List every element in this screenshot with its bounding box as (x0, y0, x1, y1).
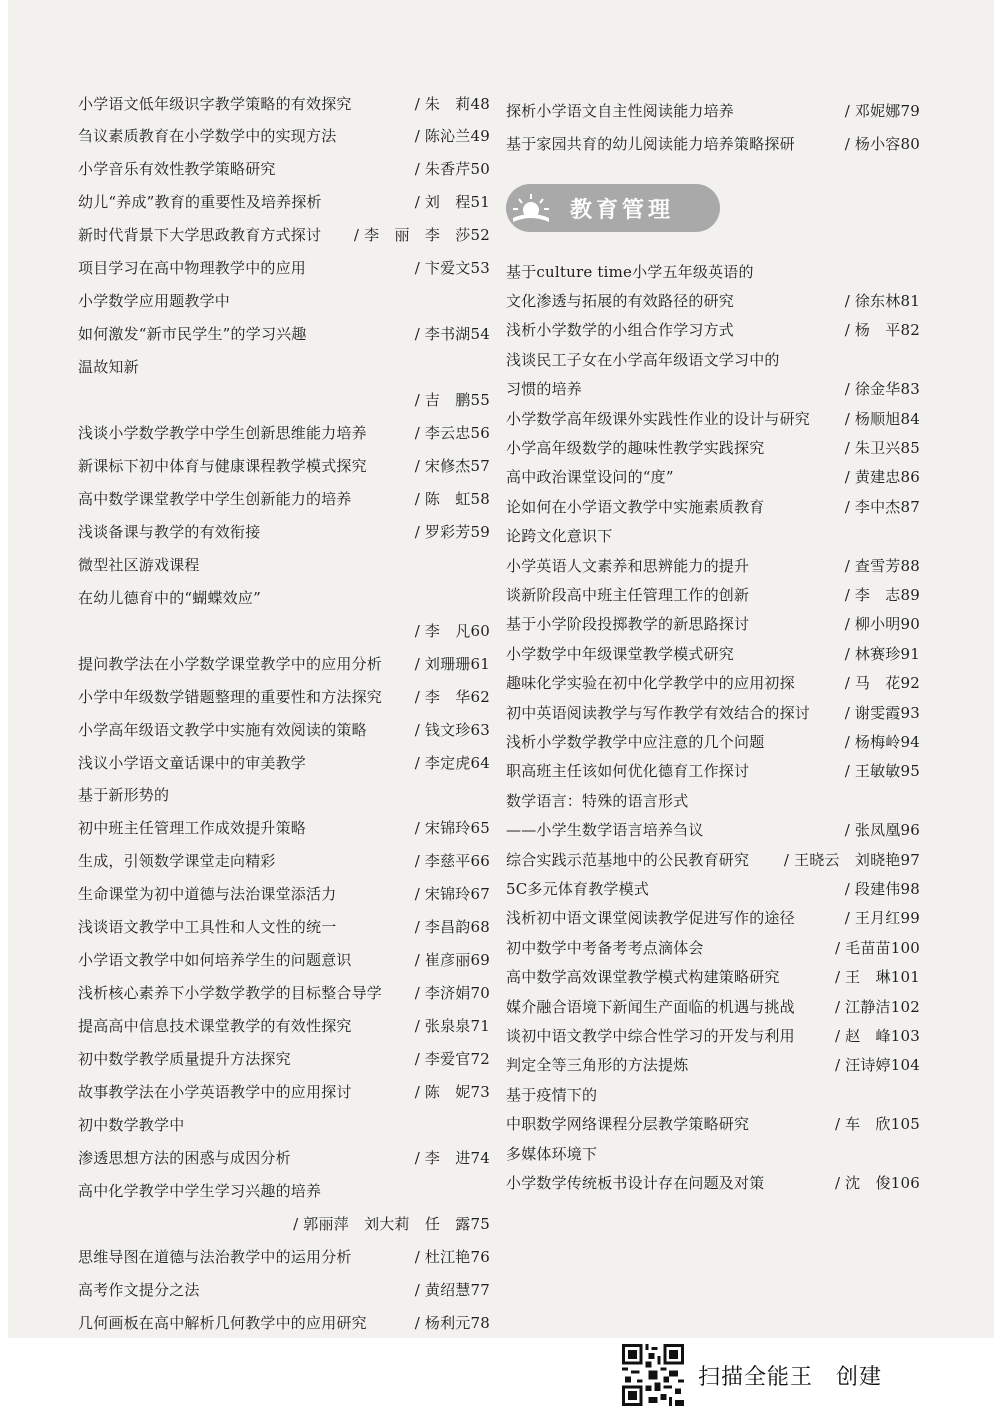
toc-entry (78, 781, 490, 809)
toc-entry-title: 小学数学高年级课外实践性作业的设计与研究 (506, 409, 811, 428)
toc-entry-title: 探析小学语文自主性阅读能力培养 (506, 101, 735, 120)
toc-entry-title: 几何画板在高中解析几何教学中的应用研究 (78, 1313, 367, 1332)
toc-entry-title: 多媒体环境下 (506, 1144, 598, 1163)
toc-entry-title: 高中数学课堂教学中学生创新能力的培养 (78, 489, 352, 508)
toc-entry (78, 847, 490, 875)
toc-entry-author-page: / 杨 平82 (844, 321, 920, 340)
toc-entry-author-page: / 李 丽 李 莎52 (353, 226, 490, 245)
toc-entry (78, 1308, 490, 1336)
toc-entry-title: 小学语文低年级识字教学策略的有效探究 (78, 94, 352, 113)
toc-entry (78, 386, 490, 414)
toc-entry-title: 基于疫情下的 (506, 1085, 598, 1104)
toc-entry-author-page: / 江静洁102 (834, 997, 920, 1016)
toc-entry (78, 913, 490, 941)
toc-entry-title: 小学高年级语文教学中实施有效阅读的策略 (78, 720, 367, 739)
toc-entry-author-page: / 张泉泉71 (414, 1017, 490, 1036)
toc-entry (78, 517, 490, 545)
toc-entry (506, 522, 920, 550)
sunrise-book-icon (506, 184, 556, 232)
toc-entry (506, 727, 920, 755)
toc-entry-title: 小学音乐有效性教学策略研究 (78, 160, 276, 179)
toc-entry (506, 1021, 920, 1049)
toc-entry (78, 451, 490, 479)
toc-entry-title: 基于culture time小学五年级英语的 (506, 262, 754, 281)
toc-entry-title: 职高班主任该如何优化德育工作探讨 (506, 762, 750, 781)
toc-entry-title: 提问教学法在小学数学课堂教学中的应用分析 (78, 654, 383, 673)
toc-entry-title: 幼儿“养成”教育的重要性及培养探析 (78, 193, 322, 212)
toc-entry-author-page: / 黄建忠86 (844, 468, 920, 487)
toc-entry-title: 浅议小学语文童话课中的审美教学 (78, 753, 307, 772)
toc-entry-title: 论跨文化意识下 (506, 527, 613, 546)
toc-entry (78, 484, 490, 512)
toc-entry-author-page: / 黄绍慧77 (414, 1280, 490, 1299)
toc-entry (78, 550, 490, 578)
toc-entry-author-page: / 陈沁兰49 (414, 127, 490, 146)
toc-entry-author-page: / 柳小明90 (844, 615, 920, 634)
toc-entry (506, 404, 920, 432)
toc-entry-title: 论如何在小学语文教学中实施素质教育 (506, 497, 765, 516)
toc-entry-author-page: / 宋锦玲67 (414, 885, 490, 904)
toc-entry (78, 188, 490, 216)
toc-entry (506, 316, 920, 344)
toc-entry-title: 浅谈备课与教学的有效衔接 (78, 522, 261, 541)
toc-entry-author-page: / 崔彦丽69 (414, 951, 490, 970)
toc-entry (506, 492, 920, 520)
toc-entry-author-page: / 李 进74 (414, 1148, 490, 1167)
toc-entry-title: 习惯的培养 (506, 380, 583, 399)
toc-entry (78, 221, 490, 249)
toc-entry-title: 媒介融合语境下新闻生产面临的机遇与挑战 (506, 997, 795, 1016)
toc-entry-author-page: / 刘 程51 (414, 193, 490, 212)
toc-entry-author-page: / 徐金华83 (844, 380, 920, 399)
toc-entry (506, 845, 920, 873)
toc-entry (78, 682, 490, 710)
toc-entry-author-page: / 郭丽萍 刘大莉 任 露75 (293, 1214, 490, 1233)
toc-entry (78, 1078, 490, 1106)
toc-entry (78, 254, 490, 282)
toc-entry (506, 963, 920, 991)
toc-entry-author-page: / 吉 鹏55 (414, 391, 490, 410)
toc-entry (78, 1012, 490, 1040)
toc-entry-title: ——小学生数学语言培养刍议 (506, 821, 704, 840)
toc-entry-author-page: / 朱香芹50 (414, 160, 490, 179)
toc-entry-author-page: / 查雪芳88 (844, 556, 920, 575)
toc-entry-title: 初中数学教学中 (78, 1115, 185, 1134)
magazine-page (8, 0, 994, 1338)
toc-entry-title: 判定全等三角形的方法提炼 (506, 1056, 689, 1075)
toc-entry-title: 生命课堂为初中道德与法治课堂添活力 (78, 885, 337, 904)
toc-entry-author-page: / 宋锦玲65 (414, 819, 490, 838)
toc-entry-author-page: / 王敏敏95 (844, 762, 920, 781)
toc-entry (506, 610, 920, 638)
toc-entry-title: 初中英语阅读教学与写作教学有效结合的探讨 (506, 703, 811, 722)
toc-entry-author-page: / 邓妮娜79 (844, 101, 920, 120)
toc-entry (78, 583, 490, 611)
toc-entry-title: 高中数学高效课堂教学模式构建策略研究 (506, 968, 780, 987)
toc-entry (78, 946, 490, 974)
toc-entry (506, 1139, 920, 1167)
toc-entry-author-page: / 沈 俊106 (834, 1173, 920, 1192)
toc-entry-title: 温故知新 (78, 358, 139, 377)
toc-entry-title: 小学英语人文素养和思辨能力的提升 (506, 556, 750, 575)
toc-entry-title: 浅谈小学数学教学中学生创新思维能力培养 (78, 424, 367, 442)
toc-entry (506, 757, 920, 785)
toc-entry-title: 思维导图在道德与法治教学中的运用分析 (78, 1247, 352, 1266)
toc-entry-title: 如何激发“新市民学生”的学习兴趣 (78, 325, 307, 344)
toc-entry-title: 5C多元体育教学模式 (506, 879, 650, 898)
toc-entry (78, 155, 490, 183)
toc-entry-author-page: / 李昌韵68 (414, 918, 490, 937)
toc-entry-title: 新课标下初中体育与健康课程教学模式探究 (78, 456, 367, 475)
toc-entry-title: 小学语文教学中如何培养学生的问题意识 (78, 951, 352, 970)
toc-entry-author-page: / 朱卫兴85 (844, 438, 920, 457)
toc-entry-title: 高中化学教学中学生学习兴趣的培养 (78, 1181, 322, 1200)
toc-entry-author-page: / 李定虎64 (414, 753, 490, 772)
toc-entry-title: 浅谈语文教学中工具性和人文性的统一 (78, 918, 337, 937)
toc-entry-author-page: / 车 欣105 (834, 1115, 920, 1134)
qr-code-icon (622, 1344, 684, 1406)
toc-entry-author-page: / 朱 莉48 (414, 94, 490, 113)
toc-entry-author-page: / 卞爱文53 (414, 259, 490, 278)
toc-entry (78, 1143, 490, 1171)
toc-entry (506, 992, 920, 1020)
toc-entry-author-page: / 杨利元78 (414, 1313, 490, 1332)
toc-entry (506, 669, 920, 697)
toc-entry-author-page: / 马 花92 (844, 674, 920, 693)
toc-entry (506, 433, 920, 461)
toc-entry-title: 小学高年级数学的趣味性教学实践探究 (506, 438, 765, 457)
toc-entry-author-page: / 段建伟98 (844, 879, 920, 898)
scanner-watermark (622, 1340, 922, 1410)
toc-entry (506, 96, 920, 124)
toc-entry-title: 浅谈民工子女在小学高年级语文学习中的 (506, 350, 780, 369)
toc-entry-author-page: / 王 琳101 (834, 968, 920, 987)
toc-entry-author-page: / 王月红99 (844, 909, 920, 928)
toc-entry (506, 129, 920, 157)
toc-entry (506, 904, 920, 932)
toc-entry-title: 初中班主任管理工作成效提升策略 (78, 819, 307, 838)
toc-entry (78, 1209, 490, 1237)
toc-entry-author-page: / 谢雯霞93 (844, 703, 920, 722)
toc-entry-author-page: / 林赛珍91 (844, 644, 920, 663)
toc-entry-title: 基于小学阶段投掷教学的新思路探讨 (506, 615, 750, 634)
toc-entry-author-page: / 刘珊珊61 (414, 654, 490, 673)
toc-entry-title: 数学语言：特殊的语言形式 (506, 791, 689, 810)
toc-entry (78, 814, 490, 842)
toc-entry (78, 1275, 490, 1303)
toc-entry (78, 979, 490, 1007)
toc-entry (506, 257, 920, 285)
toc-entry-title: 浅析初中语文课堂阅读教学促进写作的途径 (506, 909, 795, 928)
toc-entry (506, 1110, 920, 1138)
toc-entry-title: 谈初中语文教学中综合性学习的开发与利用 (506, 1026, 795, 1045)
toc-entry-author-page: / 李书湖54 (414, 325, 490, 344)
toc-entry (506, 786, 920, 814)
toc-entry-title: 新时代背景下大学思政教育方式探讨 (78, 226, 322, 245)
toc-entry-author-page: / 王晓云 刘晓艳97 (783, 850, 920, 869)
toc-entry-author-page: / 罗彩芳59 (414, 522, 490, 541)
toc-entry-author-page: / 李云忠56 (414, 424, 490, 442)
toc-entry-title: 谈新阶段高中班主任管理工作的创新 (506, 585, 750, 604)
toc-entry (78, 1242, 490, 1270)
scanner-brand-text: 扫描全能王 创建 (698, 1364, 883, 1390)
toc-entry (78, 616, 490, 644)
toc-entry-title: 小学中年级数学错题整理的重要性和方法探究 (78, 687, 383, 706)
toc-entry-author-page: / 李 志89 (844, 585, 920, 604)
toc-entry (78, 715, 490, 743)
toc-entry (78, 89, 490, 117)
toc-entry-author-page: / 李中杰87 (844, 497, 920, 516)
toc-entry-title: 生成，引领数学课堂走向精彩 (78, 852, 276, 871)
toc-entry-title: 趣味化学实验在初中化学教学中的应用初探 (506, 674, 795, 693)
toc-entry (506, 816, 920, 844)
toc-entry (506, 639, 920, 667)
toc-entry-author-page: / 李济娟70 (414, 984, 490, 1003)
toc-entry (506, 551, 920, 579)
toc-entry-author-page: / 宋修杰57 (414, 456, 490, 475)
toc-entry-author-page: / 杨小容80 (844, 134, 920, 153)
toc-entry (78, 419, 490, 447)
toc-entry-title: 微型社区游戏课程 (78, 555, 200, 574)
toc-entry-title: 渗透思想方法的困惑与成因分析 (78, 1148, 291, 1167)
toc-entry-title: 小学数学传统板书设计存在问题及对策 (506, 1173, 765, 1192)
toc-entry-author-page: / 徐东林81 (844, 291, 920, 310)
toc-entry-title: 故事教学法在小学英语教学中的应用探讨 (78, 1083, 352, 1101)
toc-entry (506, 345, 920, 373)
toc-entry-title: 提高高中信息技术课堂教学的有效性探究 (78, 1017, 352, 1036)
toc-entry (506, 463, 920, 491)
toc-entry (78, 287, 490, 315)
toc-entry-author-page: / 杨梅岭94 (844, 732, 920, 751)
toc-entry (506, 580, 920, 608)
toc-entry-title: 小学数学中年级课堂教学模式研究 (506, 644, 735, 663)
toc-entry-author-page: / 李 凡60 (414, 621, 490, 640)
toc-entry-author-page: / 汪诗婷104 (834, 1056, 920, 1075)
section-title: 教育管理 (570, 197, 675, 223)
toc-entry-author-page: / 陈 妮73 (414, 1083, 490, 1101)
toc-entry-title: 基于家园共育的幼儿阅读能力培养策略探研 (506, 134, 795, 153)
toc-entry (506, 874, 920, 902)
toc-entry-title: 在幼儿德育中的“蝴蝶效应” (78, 588, 261, 607)
toc-entry-author-page: / 李慈平66 (414, 852, 490, 871)
toc-entry (78, 353, 490, 381)
toc-entry-author-page: / 赵 峰103 (834, 1026, 920, 1045)
toc-entry-title: 高考作文提分之法 (78, 1280, 200, 1299)
toc-entry (506, 698, 920, 726)
toc-entry (78, 320, 490, 348)
toc-entry (78, 1110, 490, 1138)
toc-entry-author-page: / 李 华62 (414, 687, 490, 706)
toc-entry (506, 933, 920, 961)
toc-entry-author-page: / 李爱官72 (414, 1050, 490, 1069)
section-header-education-management (506, 184, 720, 232)
toc-entry-title: 小学数学应用题教学中 (78, 292, 231, 311)
toc-entry-title: 刍议素质教育在小学数学中的实现方法 (78, 127, 337, 146)
toc-entry-title: 基于新形势的 (78, 786, 170, 805)
toc-entry-author-page: / 陈 虹58 (414, 489, 490, 508)
toc-entry-author-page: / 毛苗苗100 (834, 938, 920, 957)
toc-entry-title: 初中数学中考备考考点滴体会 (506, 938, 704, 957)
toc-entry (506, 1168, 920, 1196)
toc-entry (78, 649, 490, 677)
toc-entry (506, 375, 920, 403)
toc-entry-author-page: / 杨顺旭84 (844, 409, 920, 428)
toc-entry-title: 中职数学网络课程分层教学策略研究 (506, 1115, 750, 1134)
toc-entry (78, 1045, 490, 1073)
toc-entry-author-page: / 张凤凰96 (844, 821, 920, 840)
toc-entry (78, 748, 490, 776)
toc-entry (78, 880, 490, 908)
toc-entry (506, 286, 920, 314)
toc-entry-title: 浅析小学数学教学中应注意的几个问题 (506, 732, 765, 751)
toc-entry (78, 1176, 490, 1204)
toc-entry (506, 1051, 920, 1079)
toc-entry (506, 1080, 920, 1108)
toc-entry (78, 122, 490, 150)
toc-entry-title: 浅析核心素养下小学数学教学的目标整合导学 (78, 984, 383, 1003)
toc-entry-author-page: / 杜江艳76 (414, 1247, 490, 1266)
toc-entry-title: 项目学习在高中物理教学中的应用 (78, 259, 307, 278)
toc-entry-author-page: / 钱文珍63 (414, 720, 490, 739)
toc-entry-title: 高中政治课堂设问的“度” (506, 468, 674, 487)
toc-entry-title: 浅析小学数学的小组合作学习方式 (506, 321, 735, 340)
toc-entry-title: 初中数学教学质量提升方法探究 (78, 1050, 291, 1069)
toc-entry-title: 综合实践示范基地中的公民教育研究 (506, 850, 750, 869)
toc-entry-title: 文化渗透与拓展的有效路径的研究 (506, 291, 735, 310)
